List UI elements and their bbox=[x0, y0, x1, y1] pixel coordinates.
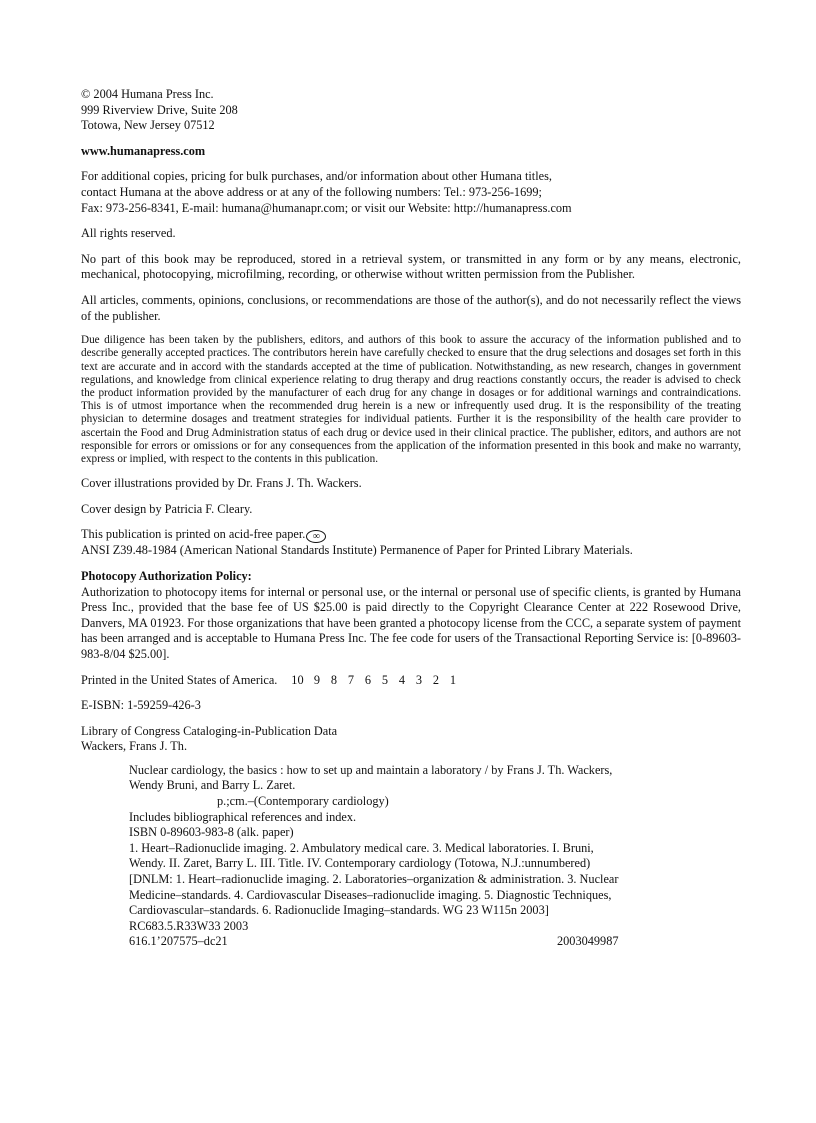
printing-number: 9 bbox=[313, 672, 321, 687]
additional-copies-line-3: Fax: 973-256-8341, E-mail: humana@humanapr.com; or visit our Website: http://humanapress.com bbox=[81, 200, 572, 215]
cip-bibliography-note: Includes bibliographical references and index. bbox=[129, 809, 357, 824]
cover-design-credit: Cover design by Patricia F. Cleary. bbox=[81, 501, 253, 516]
printing-number: 8 bbox=[330, 672, 338, 687]
cip-lccn: 2003049987 bbox=[557, 934, 619, 949]
additional-copies-info bbox=[81, 169, 741, 216]
acid-free-text: This publication is printed on acid-free paper. bbox=[81, 527, 306, 542]
due-diligence-notice: Due diligence has been taken by the publishers, editors, and authors of this book to assure the accuracy of the information published and to describe generally accepted practices. The contributors herein have carefully checked to ensure that the drug selections and dosages set forth in this text are accurate and in accord with the standards accepted at the time of publication. Notwithstanding, as new research, changes in government regulations, and knowledge from clinical experience relating to drug therapy and drug reactions constantly occurs, the reader is advised to check the product information provided by the manufacturer of each drug for any change in dosages or for additional warnings and contraindications. This is of utmost importance when the recommended drug herein is a new or infrequently used drug. It is the responsibility of the treating physician to determine dosages and treatment strategies for individual patients. Further it is the responsibility of the health care provider to ascertain the Food and Drug Administration status of each drug or device used in their clinical practice. The publisher, editors, and authors are not responsible for errors or omissions or for any consequences from the application of the information presented in this book and make no warranty, express or implied, with respect to the contents in this publication. bbox=[81, 334, 741, 465]
cip-header bbox=[81, 724, 741, 755]
cip-title-line-1: Nuclear cardiology, the basics : how to set up and maintain a laboratory / by Frans J. Th. Wackers, bbox=[129, 762, 613, 777]
cip-lc-call-number: RC683.5.R33W33 2003 bbox=[129, 918, 249, 933]
acid-free-line bbox=[81, 527, 741, 543]
printing-number: 2 bbox=[432, 672, 440, 687]
printing-number: 3 bbox=[415, 672, 423, 687]
cip-author: Wackers, Frans J. Th. bbox=[81, 739, 188, 754]
website: www.humanapress.com bbox=[81, 143, 206, 158]
ansi-standard: ANSI Z39.48-1984 (American National Standards Institute) Permanence of Paper for Printed Library Materials. bbox=[81, 543, 633, 558]
cip-dewey-row bbox=[129, 934, 741, 950]
additional-copies-line-2: contact Humana at the above address or at any of the following numbers: Tel.: 973-256-1699; bbox=[81, 184, 542, 199]
cover-illustrations-credit: Cover illustrations provided by Dr. Frans J. Th. Wackers. bbox=[81, 476, 362, 491]
cip-record bbox=[129, 763, 741, 950]
no-reproduction-notice: No part of this book may be reproduced, stored in a retrieval system, or transmitted in any form or by any means, electronic, mechanical, photocopying, microfilming, recording, or otherwise without written permission from the Publisher. bbox=[81, 251, 741, 282]
printing-number: 6 bbox=[364, 672, 372, 687]
publisher-block bbox=[81, 87, 741, 134]
address-line-2: Totowa, New Jersey 07512 bbox=[81, 118, 215, 133]
copyright-line: © 2004 Humana Press Inc. bbox=[81, 87, 214, 101]
page-content bbox=[81, 87, 741, 950]
cip-isbn: ISBN 0-89603-983-8 (alk. paper) bbox=[129, 825, 294, 840]
additional-copies-line-1: For additional copies, pricing for bulk purchases, and/or information about other Humana titles, bbox=[81, 169, 552, 184]
rights-reserved: All rights reserved. bbox=[81, 226, 176, 241]
cip-dnlm-line-3: Cardiovascular–standards. 6. Radionuclide Imaging–standards. WG 23 W115n 2003] bbox=[129, 903, 549, 918]
cip-dnlm-line-2: Medicine–standards. 4. Cardiovascular Diseases–radionuclide imaging. 5. Diagnostic Techniques, bbox=[129, 887, 612, 902]
acid-free-notice bbox=[81, 527, 741, 559]
cip-title-line-2: Wendy Bruni, and Barry L. Zaret. bbox=[129, 778, 296, 793]
cip-heading: Library of Congress Cataloging-in-Publication Data bbox=[81, 723, 338, 738]
printing-number: 10 bbox=[291, 672, 304, 687]
views-disclaimer: All articles, comments, opinions, conclusions, or recommendations are those of the author(s), and do not necessarily reflect the views of the publisher. bbox=[81, 292, 741, 323]
printing-number: 4 bbox=[398, 672, 406, 687]
eisbn: E-ISBN: 1-59259-426-3 bbox=[81, 698, 201, 713]
printing-number: 1 bbox=[449, 672, 457, 687]
printing-numbers bbox=[280, 673, 461, 687]
photocopy-heading: Photocopy Authorization Policy: bbox=[81, 568, 252, 583]
cip-subjects-line-2: Wendy. II. Zaret, Barry L. III. Title. IV. Contemporary cardiology (Totowa, N.J.:unnumbered) bbox=[129, 856, 591, 871]
infinity-icon: ∞ bbox=[306, 530, 326, 543]
cip-series: p.;cm.–(Contemporary cardiology) bbox=[217, 794, 389, 809]
photocopy-policy bbox=[81, 569, 741, 663]
printing-number: 7 bbox=[347, 672, 355, 687]
address-line-1: 999 Riverview Drive, Suite 208 bbox=[81, 102, 238, 117]
cip-dnlm-line-1: [DNLM: 1. Heart–radionuclide imaging. 2. Laboratories–organization & administration. 3. Nuclear bbox=[129, 872, 619, 887]
photocopy-body: Authorization to photocopy items for internal or personal use, or the internal or personal use of specific clients, is granted by Humana Press Inc., provided that the base fee of US $25.00 is paid directly to the Copyright Clearance Center at 222 Rosewood Drive, Danvers, MA 01923. For those organizations that have been granted a photocopy license from the CCC, a separate system of payment has been arranged and is acceptable to Humana Press Inc. The fee code for users of the Transactional Reporting Service is: [0-89603-983-8/04 $25.00]. bbox=[81, 584, 741, 661]
cip-dewey: 616.1’207575–dc21 bbox=[129, 934, 228, 949]
cip-subjects-line-1: 1. Heart–Radionuclide imaging. 2. Ambulatory medical care. 3. Medical laboratories. I. Bruni, bbox=[129, 840, 594, 855]
printed-in-text: Printed in the United States of America. bbox=[81, 672, 278, 687]
printing-number: 5 bbox=[381, 672, 389, 687]
printed-in-line bbox=[81, 673, 741, 689]
